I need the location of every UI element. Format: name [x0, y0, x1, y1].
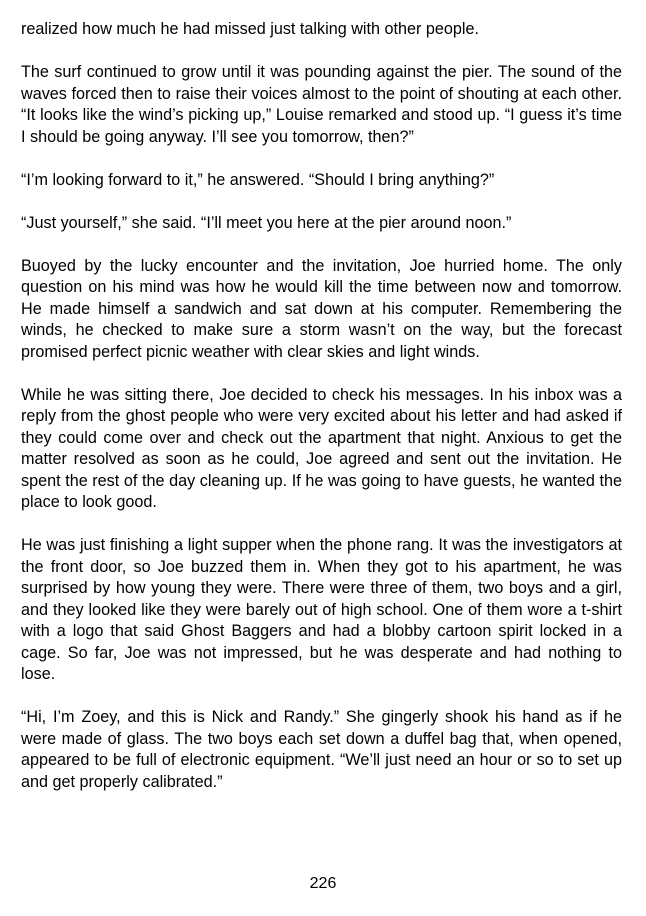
- body-text: [21, 19, 622, 815]
- paragraph-3: “I’m looking forward to it,” he answered. “Should I bring anything?”: [21, 170, 495, 189]
- paragraph-6: While he was sitting there, Joe decided to check his messages. In his inbox was a reply from the ghost people who were very excited about his letter and had asked if they could come over and check out the apartment that night. Anxious to get the matter resolved as soon as he could, Joe agreed and sent out the invitation. He spent the rest of the day cleaning up. If he was going to have guests, he wanted the place to look good.: [21, 385, 622, 511]
- paragraph-8: “Hi, I’m Zoey, and this is Nick and Randy.” She gingerly shook his hand as if he were made of glass. The two boys each set down a duffel bag that, when opened, appeared to be full of electronic equipment. “We’ll just need an hour or so to set up and get properly calibrated.”: [21, 708, 622, 791]
- paragraph-2: The surf continued to grow until it was pounding against the pier. The sound of the waves forced then to raise their voices almost to the point of shouting at each other. “It looks like the wind’s picking up,” Louise remarked and stood up. “I guess it’s time I should be going anyway. I’ll see you tomorrow, then?”: [21, 63, 622, 146]
- page-number: 226: [309, 875, 337, 892]
- paragraph-4: “Just yourself,” she said. “I’ll meet you here at the pier around noon.”: [21, 213, 512, 232]
- paragraph-5: Buoyed by the lucky encounter and the invitation, Joe hurried home. The only question on his mind was how he would kill the time between now and tomorrow. He made himself a sandwich and sat down at his computer. Remembering the winds, he checked to make sure a storm wasn’t on the way, but the forecast promised perfect picnic weather with clear skies and light winds.: [21, 256, 622, 361]
- paragraph-1: realized how much he had missed just talking with other people.: [21, 20, 480, 38]
- paragraph-7: He was just finishing a light supper when the phone rang. It was the investigators at the front door, so Joe buzzed them in. When they got to his apartment, he was surprised by how young they were. There were three of them, two boys and a girl, and they looked like they were barely out of high school. One of them wore a t-shirt with a logo that said Ghost Baggers and had a blobby cartoon spirit locked in a cage. So far, Joe was not impressed, but he was desperate and had nothing to lose.: [21, 536, 622, 683]
